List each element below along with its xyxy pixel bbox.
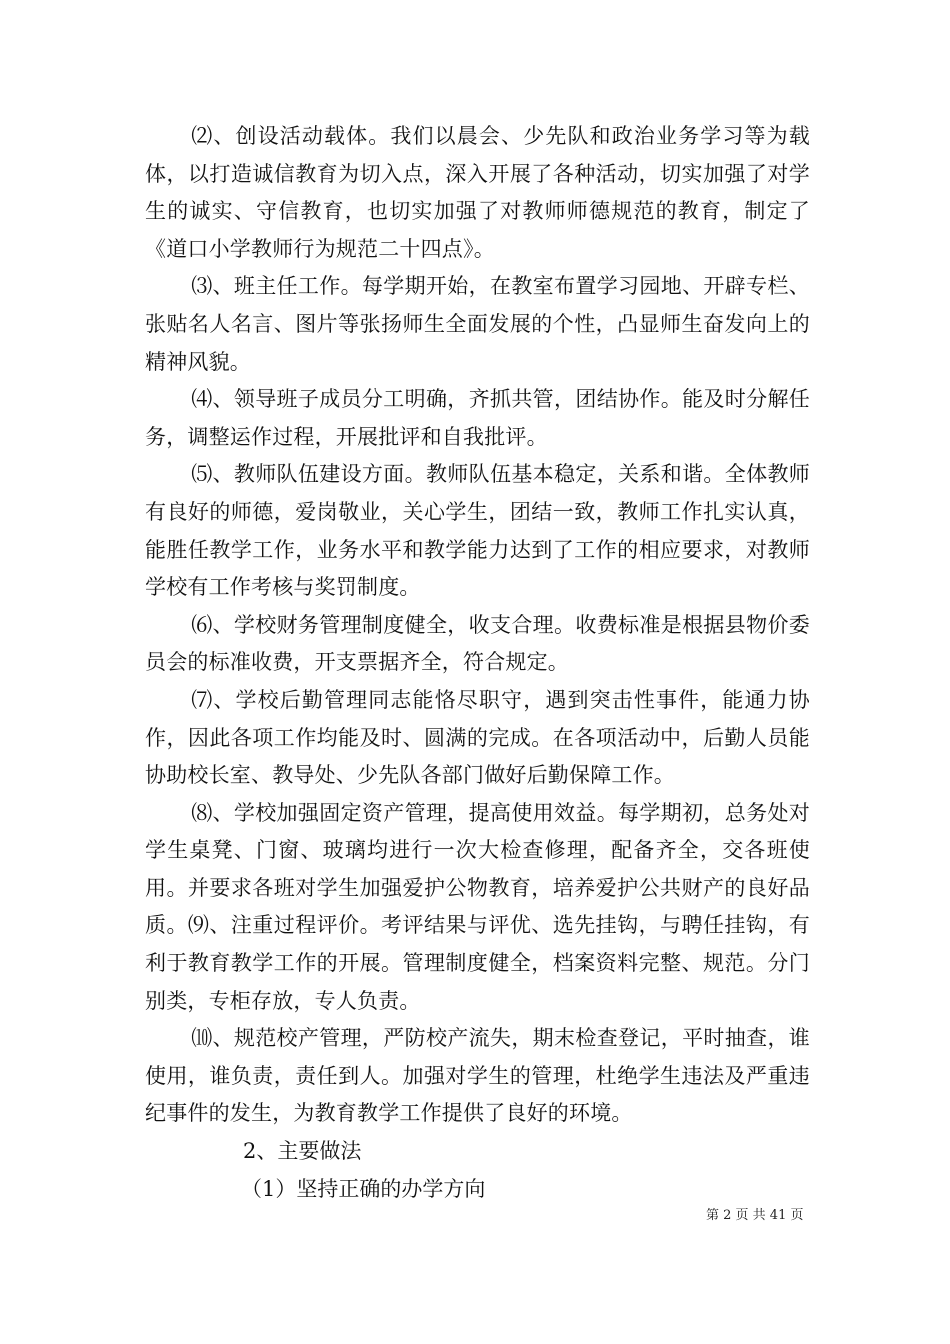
section-subheading: （1）坚持正确的办学方向 <box>241 1176 486 1201</box>
paragraph-4-leadership: ⑷、领导班子成员分工明确，齐抓共管，团结协作。能及时分解任务，调整运作过程，开展批评和自我批评。 <box>145 387 810 449</box>
section-heading: 2、主要做法 <box>243 1139 362 1164</box>
page-number-footer: 第 2 页 共 41 页 <box>706 1208 804 1223</box>
paragraph-10-property: ⑽、规范校产管理，严防校产流失，期末检查登记，平时抽查，谁使用，谁负责，责任到人。加强对学生的管理，杜绝学生违法及严重违纪事件的发生，为教育教学工作提供了良好的环境。 <box>145 1026 810 1126</box>
document-body <box>145 118 810 1208</box>
paragraph-7-logistics: ⑺、学校后勤管理同志能恪尽职守，遇到突击性事件，能通力协作，因此各项工作均能及时、圆满的完成。在各项活动中，后勤人员能协助校长室、教导处、少先队各部门做好后勤保障工作。 <box>145 687 810 788</box>
paragraph-6-finance: ⑹、学校财务管理制度健全，收支合理。收费标准是根据县物价委员会的标准收费，开支票据齐全，符合规定。 <box>145 612 810 675</box>
paragraph-8-assets: ⑻、学校加强固定资产管理，提高使用效益。每学期初，总务处对学生桌凳、门窗、玻璃均进行一次大检查修理，配备齐全，交各班使用。并要求各班对学生加强爱护公物教育，培养爱护公共财产的良好品质。⑼、注重过程评价。考评结果与评优、选先挂钩，与聘任挂钩，有利于教育教学工作的开展。管理制度健全，档案资料完整、规范。分门别类，专柜存放，专人负责。 <box>145 800 810 1013</box>
paragraph-5-teacher-team: ⑸、教师队伍建设方面。教师队伍基本稳定，关系和谐。全体教师有良好的师德，爱岗敬业，关心学生，团结一致，教师工作扎实认真，能胜任教学工作，业务水平和教学能力达到了工作的相应要求，对教师学校有工作考核与奖罚制度。 <box>145 462 810 600</box>
paragraph-3-head-teacher-work: ⑶、班主任工作。每学期开始，在教室布置学习园地、开辟专栏、张贴名人名言、图片等张扬师生全面发展的个性，凸显师生奋发向上的精神风貌。 <box>145 274 810 374</box>
paragraph-2-activity-carrier: ⑵、创设活动载体。我们以晨会、少先队和政治业务学习等为载体，以打造诚信教育为切入点，深入开展了各种活动，切实加强了对学生的诚实、守信教育，也切实加强了对教师师德规范的教育，制定了《道口小学教师行为规范二十四点》。 <box>145 124 810 261</box>
